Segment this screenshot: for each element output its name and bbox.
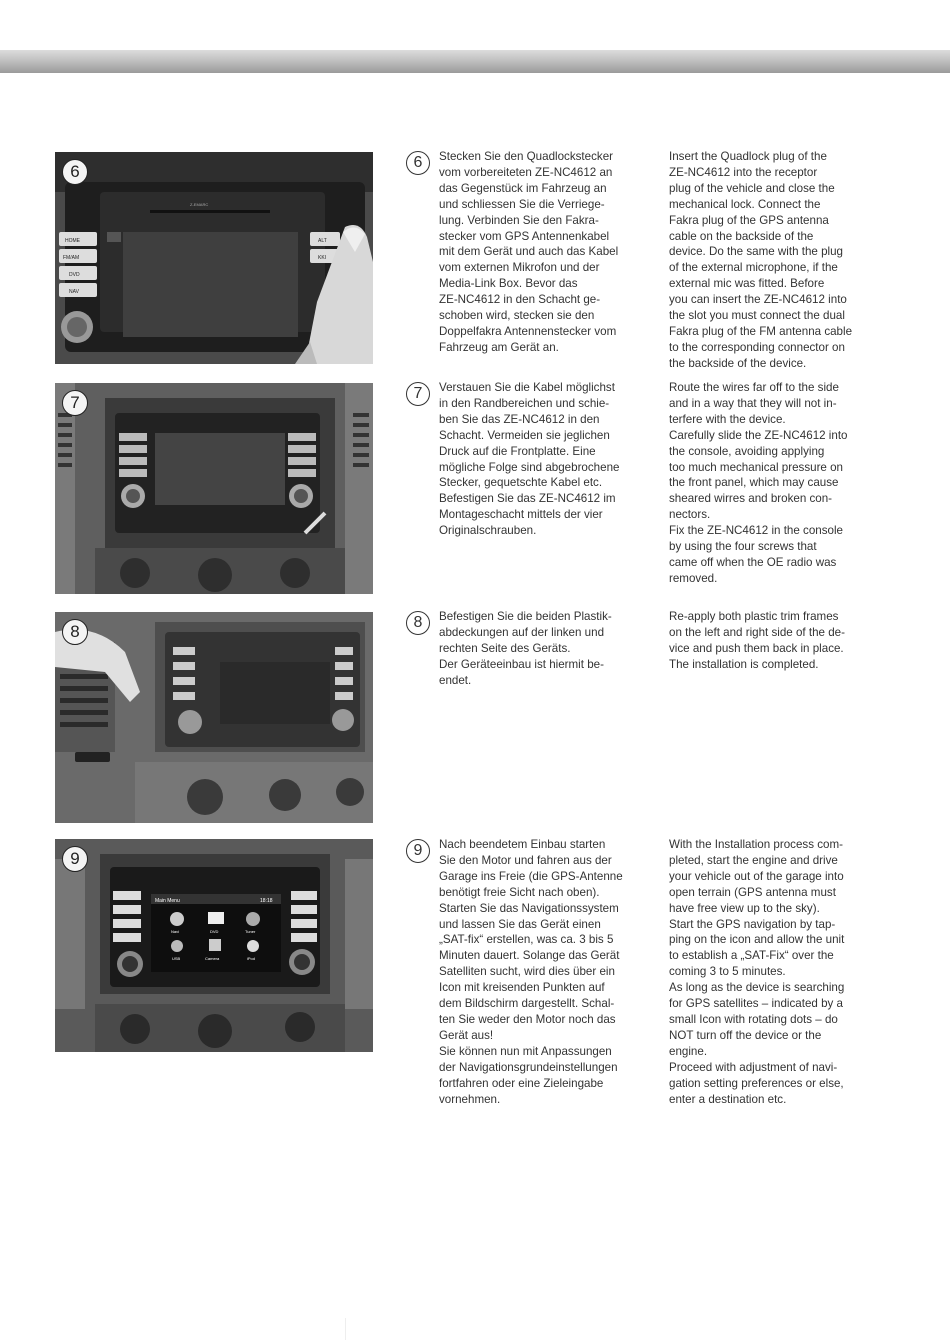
step-9-number: 9 — [406, 839, 430, 863]
trim-frame-image — [55, 612, 373, 823]
step-6-text-de: Stecken Sie den Quadlockstecker vom vorbereiteten ZE-NC4612 an das Gegenstück im Fahrzeug an und schliessen Sie die Verriege- lung. Verbinden Sie den Fakra- stecker vom GPS Antennenkabel mit dem Gerät und auch das Kabel vom externen Mikrofon und der Media-Link Box. Bevor das ZE-NC4612 in den Schacht ge- schoben wird, stecken sie den Doppelfakra Antennenstecker vom Fahrzeug am Gerät an. — [439, 150, 619, 354]
step-7-text-en: Route the wires far off to the side and in a way that they will not in- terfere with the device. Carefully slide the ZE-NC4612 into the console, avoiding applying too much mechanical pressure on the front panel, which may cause sheared wirres and broken con- nectors. Fix the ZE-NC4612 in the console by using the four screws that came off when the OE radio was removed. — [669, 381, 848, 585]
step-8-text-en: Re-apply both plastic trim frames on the left and right side of the de- vice and push them back in place. The installation is completed. — [669, 610, 845, 671]
screen-clock: 18:18 — [260, 898, 273, 904]
step-7-photo-badge: 7 — [62, 390, 88, 416]
step-8-number: 8 — [406, 611, 430, 635]
step-9-text-de: Nach beendetem Einbau starten Sie den Motor und fahren aus der Garage ins Freie (die GPS-Antenne benötigt freie Sicht nach oben). Starten Sie das Navigationssystem und lassen Sie das Gerät einen „SAT-fix“ erstellen, was ca. 3 bis 5 Minuten dauert. Solange das Gerät Satelliten sucht, wird dies über ein Icon mit kreisenden Punkten auf dem Bildschirm dargestellt. Schal- ten Sie weder den Motor noch das Gerät aus! Sie können nun mit Anpassungen der Navigationsgrundeinstellungen fortfahren oder eine Zieleingabe vornehmen. — [439, 838, 623, 1106]
step-7-text-de: Verstauen Sie die Kabel möglichst in den Randbereichen und schie- ben Sie das ZE-NC4612 in den Schacht. Vermeiden sie jeglichen Druck auf die Frontplatte. Eine mögliche Folge sind abgebrochene Stecker, gequetschte Kabel etc. Befestigen Sie das ZE-NC4612 im Montageschacht mittels der vier Originalschrauben. — [439, 381, 620, 538]
step-8-text-de: Befestigen Sie die beiden Plastik- abdeckungen auf der linken und rechten Seite des Geräts. Der Geräteeinbau ist hiermit be- endet. — [439, 610, 612, 687]
screen-title: Main Menu — [155, 898, 180, 904]
step-6-photo — [55, 152, 373, 364]
photo-btn-kki: KKI — [318, 255, 327, 261]
photo-btn-home: HOME — [65, 238, 80, 244]
screen-icon-dvd: DVD — [210, 929, 219, 934]
header-bar — [0, 50, 950, 73]
step-6-number: 6 — [406, 151, 430, 175]
step-9-photo — [55, 839, 373, 1052]
photo-btn-alt: ALT — [318, 238, 327, 244]
photo-btn-nav: NAV — [69, 289, 79, 295]
step-8-photo — [55, 612, 373, 823]
screen-icon-camera: Camera — [205, 956, 220, 961]
step-7-number: 7 — [406, 382, 430, 406]
photo-btn-fmam: FM/AM — [63, 255, 80, 261]
radio-in-console-image — [55, 383, 373, 594]
screen-icon-navi: Navi — [171, 929, 180, 934]
step-8-photo-badge: 8 — [62, 619, 88, 645]
screen-icon-usb: USB — [172, 956, 181, 961]
step-7-photo — [55, 383, 373, 594]
screen-icon-ipod: iPod — [247, 956, 256, 961]
installed-device-image — [55, 839, 373, 1052]
device-brand-label: Z-EMARC — [190, 202, 209, 207]
step-6-photo-badge: 6 — [62, 159, 88, 185]
photo-btn-dvd: DVD — [69, 272, 80, 278]
step-9-photo-badge: 9 — [62, 846, 88, 872]
page-footer-mark — [345, 1318, 346, 1340]
radio-insertion-image — [55, 152, 373, 364]
step-6-text-en: Insert the Quadlock plug of the ZE-NC4612 into the receptor plug of the vehicle and close the mechanical lock. Connect the Fakra plug of the GPS antenna cable on the backside of the device. Do the same with the plug of the external microphone, if the external mic was fitted. Before you can insert the ZE-NC4612 into the slot you must connect the dual Fakra plug of the FM antenna cable to the corresponding connector on the backside of the device. — [669, 150, 853, 370]
step-9-text-en: With the Installation process com- pleted, start the engine and drive your vehicle out of the garage into open terrain (GPS antenna must have free view up to the sky). Start the GPS navigation by tap- ping on the icon and allow the unit to establish a „SAT-Fix“ over the coming 3 to 5 minutes. As long as the device is searching for GPS satellites – indicated by a small Icon with rotating dots – do NOT turn off the device or the engine. Proceed with adjustment of navi- gation setting preferences or else, enter a destination etc. — [669, 838, 845, 1106]
screen-icon-tuner: Tuner — [245, 929, 256, 934]
